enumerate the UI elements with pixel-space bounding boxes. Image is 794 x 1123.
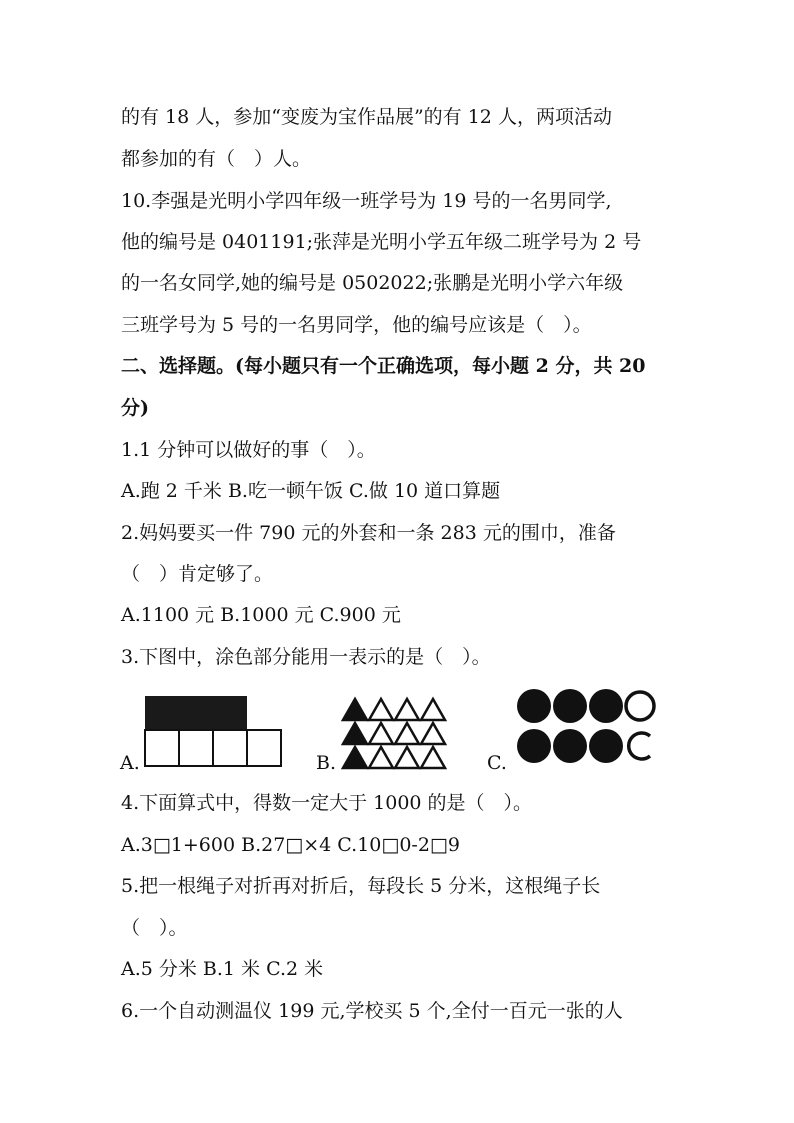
question-2-stem: 2.妈妈要买一件 790 元的外套和一条 283 元的围巾，准备 (121, 522, 616, 544)
question-6-stem: 6.一个自动测温仪 199 元,学校买 5 个,全付一百元一张的人 (121, 1000, 623, 1022)
text-line: 都参加的有（ ）人。 (121, 148, 312, 170)
text-line: 三班学号为 5 号的一名男同学，他的编号应该是（ ）。 (121, 314, 592, 336)
question-1-stem: 1.1 分钟可以做好的事（ ）。 (121, 439, 376, 461)
question-4-options: A.3□1+600 B.27□×4 C.10□0-2□9 (121, 834, 460, 856)
text-line: 10.李强是光明小学四年级一班学号为 19 号的一名男同学, (121, 190, 612, 212)
option-a-label: A. (120, 752, 140, 774)
question-2-options: A.1100 元 B.1000 元 C.900 元 (121, 604, 401, 626)
section-heading: 二、选择题。(每小题只有一个正确选项，每小题 2 分，共 20 (121, 355, 646, 377)
question-3-figures (0, 682, 794, 774)
section-heading-cont: 分) (121, 397, 149, 419)
question-5-stem: 5.把一根绳子对折再对折后，每段长 5 分米，这根绳子长 (121, 875, 601, 897)
question-3-stem: 3.下图中，涂色部分能用一表示的是（ ）。 (121, 646, 491, 668)
figure-b-triangles (340, 696, 450, 770)
shaded-half (145, 696, 247, 730)
option-b-label: B. (316, 752, 337, 774)
question-1-options: A.跑 2 千米 B.吃一顿午饭 C.做 10 道口算题 (121, 480, 501, 502)
text-line: 的一名女同学,她的编号是 0502022;张鹏是光明小学六年级 (121, 272, 624, 294)
question-4-stem: 4.下面算式中，得数一定大于 1000 的是（ ）。 (121, 792, 533, 814)
question-2-stem-cont: （ ）肯定够了。 (121, 563, 274, 585)
text-line: 的有 18 人，参加“变废为宝作品展”的有 12 人，两项活动 (121, 106, 612, 128)
figure-c-circles (514, 684, 660, 770)
text-line: 他的编号是 0401191;张萍是光明小学五年级二班学号为 2 号 (121, 231, 642, 253)
question-5-options: A.5 分米 B.1 米 C.2 米 (121, 958, 324, 980)
question-5-stem-cont: （ ）。 (121, 917, 188, 939)
figure-a-grid (144, 694, 282, 770)
option-c-label: C. (487, 752, 507, 774)
